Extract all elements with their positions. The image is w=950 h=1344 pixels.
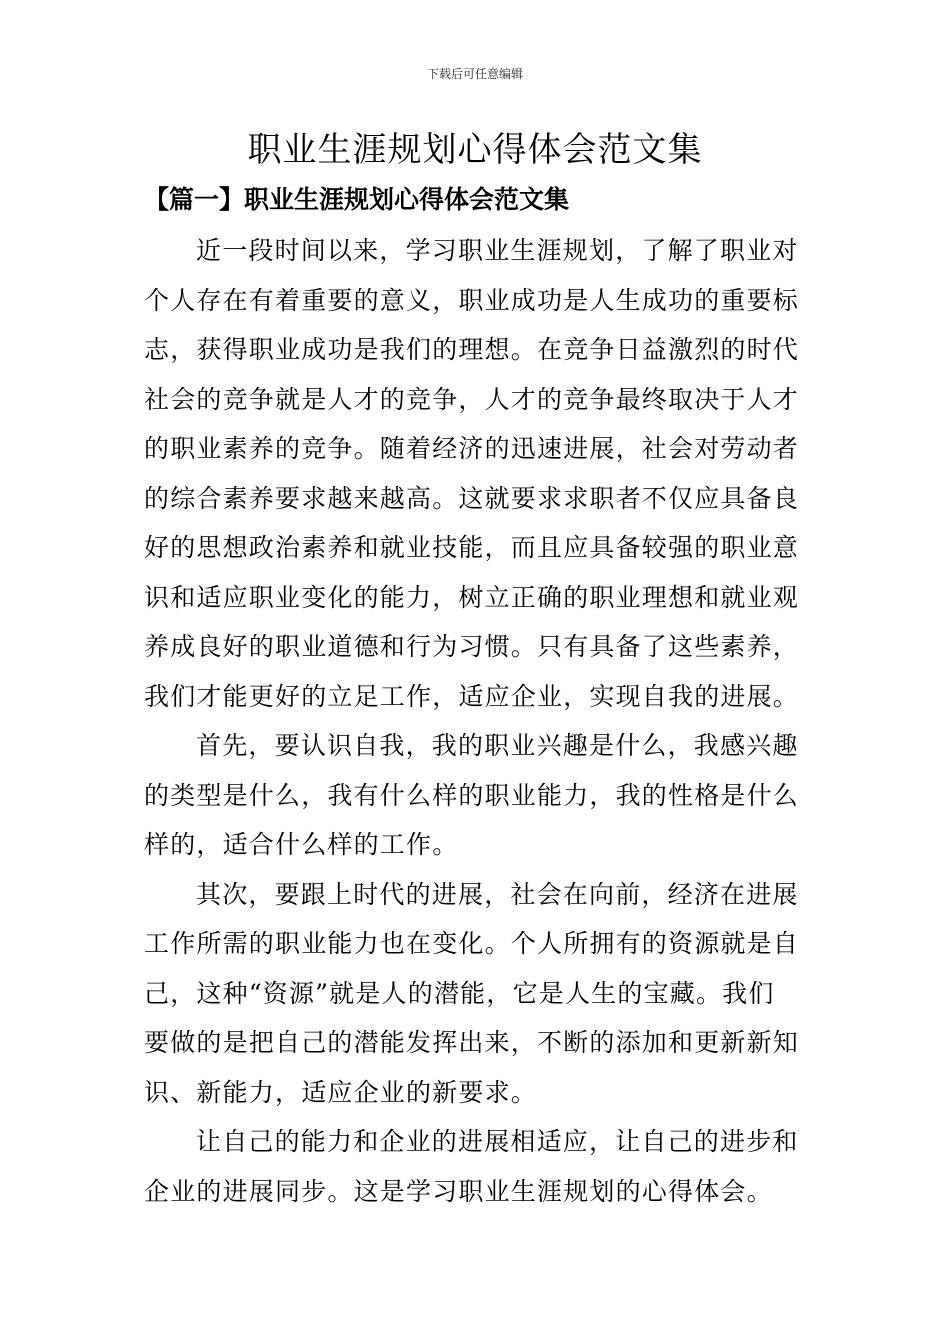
document-title: 职业生涯规划心得体会范文集 [247, 130, 703, 170]
header-note: 下载后可任意编辑 [426, 67, 523, 81]
document-body [144, 226, 808, 1216]
paragraph-line: 养成良好的职业道德和行为习惯。只有具备了这些素养， [144, 632, 800, 661]
section-label: 篇一 [169, 185, 220, 214]
paragraph-line: 社会的竞争就是人才的竞争，人才的竞争最终取决于人才 [144, 384, 800, 414]
paragraph-line: 好的思想政治素养和就业技能，而且应具备较强的职业意 [144, 533, 800, 562]
paragraph-line: 近一段时间以来，学习职业生涯规划，了解了职业对 [196, 236, 799, 265]
paragraph [144, 870, 808, 1118]
paragraph-line: 企业的进展同步。这是学习职业生涯规划的心得体会。 [144, 1176, 773, 1206]
paragraph-line: 首先，要认识自我，我的职业兴趣是什么，我感兴趣 [196, 731, 799, 760]
paragraph [144, 721, 808, 870]
paragraph-line: 识、新能力，适应企业的新要求。 [144, 1077, 538, 1107]
paragraph [144, 1117, 808, 1216]
paragraph-line: 的综合素养要求越来越高。这就要求求职者不仅应具备良 [144, 483, 800, 513]
paragraph-line: 己，这种“资源”就是人的潜能，它是人生的宝藏。我们 [144, 978, 775, 1008]
paragraph-line: 要做的是把自己的潜能发挥出来，不断的添加和更新新知 [144, 1028, 800, 1057]
paragraph-line: 让自己的能力和企业的进展相适应，让自己的进步和 [196, 1127, 799, 1156]
paragraph [144, 226, 808, 721]
paragraph-line: 的职业素养的竞争。随着经济的迅速进展，社会对劳动者 [144, 434, 800, 463]
paragraph-line: 志，获得职业成功是我们的理想。在竞争日益激烈的时代 [144, 335, 800, 364]
paragraph-line: 我们才能更好的立足工作，适应企业，实现自我的进展。 [144, 681, 800, 711]
paragraph-line: 的类型是什么，我有什么样的职业能力，我的性格是什么 [144, 780, 800, 810]
section-heading [144, 180, 824, 220]
section-open-bracket: 【 [144, 185, 170, 214]
paragraph-line: 个人存在有着重要的意义，职业成功是人生成功的重要标 [144, 285, 800, 315]
section-close-bracket: 】 [219, 185, 245, 214]
paragraph-line: 识和适应职业变化的能力，树立正确的职业理想和就业观 [144, 582, 800, 612]
paragraph-line: 样的，适合什么样的工作。 [144, 830, 459, 859]
section-heading-text: 职业生涯规划心得体会范文集 [244, 185, 570, 214]
paragraph-line: 工作所需的职业能力也在变化。个人所拥有的资源就是自 [144, 929, 800, 958]
paragraph-line: 其次，要跟上时代的进展，社会在向前，经济在进展 [196, 879, 799, 909]
